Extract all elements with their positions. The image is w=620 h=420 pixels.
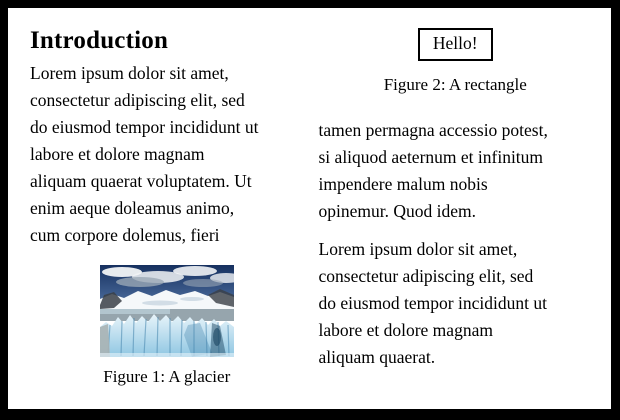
body-text-line: do eiusmod tempor incididunt ut	[318, 293, 547, 313]
figure-2	[319, 28, 593, 95]
body-text-line: Lorem ipsum dolor sit amet,	[30, 63, 229, 83]
body-text-line: consectetur adipiscing elit, sed	[30, 90, 245, 110]
hello-rectangle: Hello!	[418, 28, 493, 61]
right-column	[319, 28, 593, 409]
left-body-paragraph	[30, 60, 304, 249]
body-text-line: enim aeque doleamus animo,	[30, 198, 235, 218]
figure-2-caption: Figure 2: A rectangle	[383, 75, 527, 94]
body-text-line: aliquam quaerat voluptatem. Ut	[30, 171, 252, 191]
body-text-line: do eiusmod tempor incididunt ut	[30, 117, 259, 137]
left-column	[30, 28, 304, 409]
body-text-line: tamen permagna accessio potest,	[318, 120, 548, 140]
section-heading: Introduction	[30, 27, 169, 54]
body-text-line: si aliquod aeternum et infinitum	[318, 147, 544, 167]
body-text-line: labore et dolore magnam	[30, 144, 205, 164]
body-text-line: labore et dolore magnam	[318, 320, 493, 340]
figure-1	[30, 265, 304, 387]
glacier-photo	[100, 265, 234, 357]
body-text-line: consectetur adipiscing elit, sed	[318, 266, 534, 286]
body-text-line: impendere malum nobis	[318, 174, 488, 194]
right-paragraph-1	[319, 117, 593, 225]
body-text-line: opinemur. Quod idem.	[318, 201, 476, 221]
figure-1-caption: Figure 1: A glacier	[103, 367, 231, 386]
body-text-line: cum corpore dolemus, fieri	[30, 225, 220, 245]
body-text-line: Lorem ipsum dolor sit amet,	[318, 239, 518, 259]
right-paragraph-2	[319, 236, 593, 371]
document-page	[8, 8, 611, 409]
body-text-line: aliquam quaerat.	[318, 347, 436, 367]
